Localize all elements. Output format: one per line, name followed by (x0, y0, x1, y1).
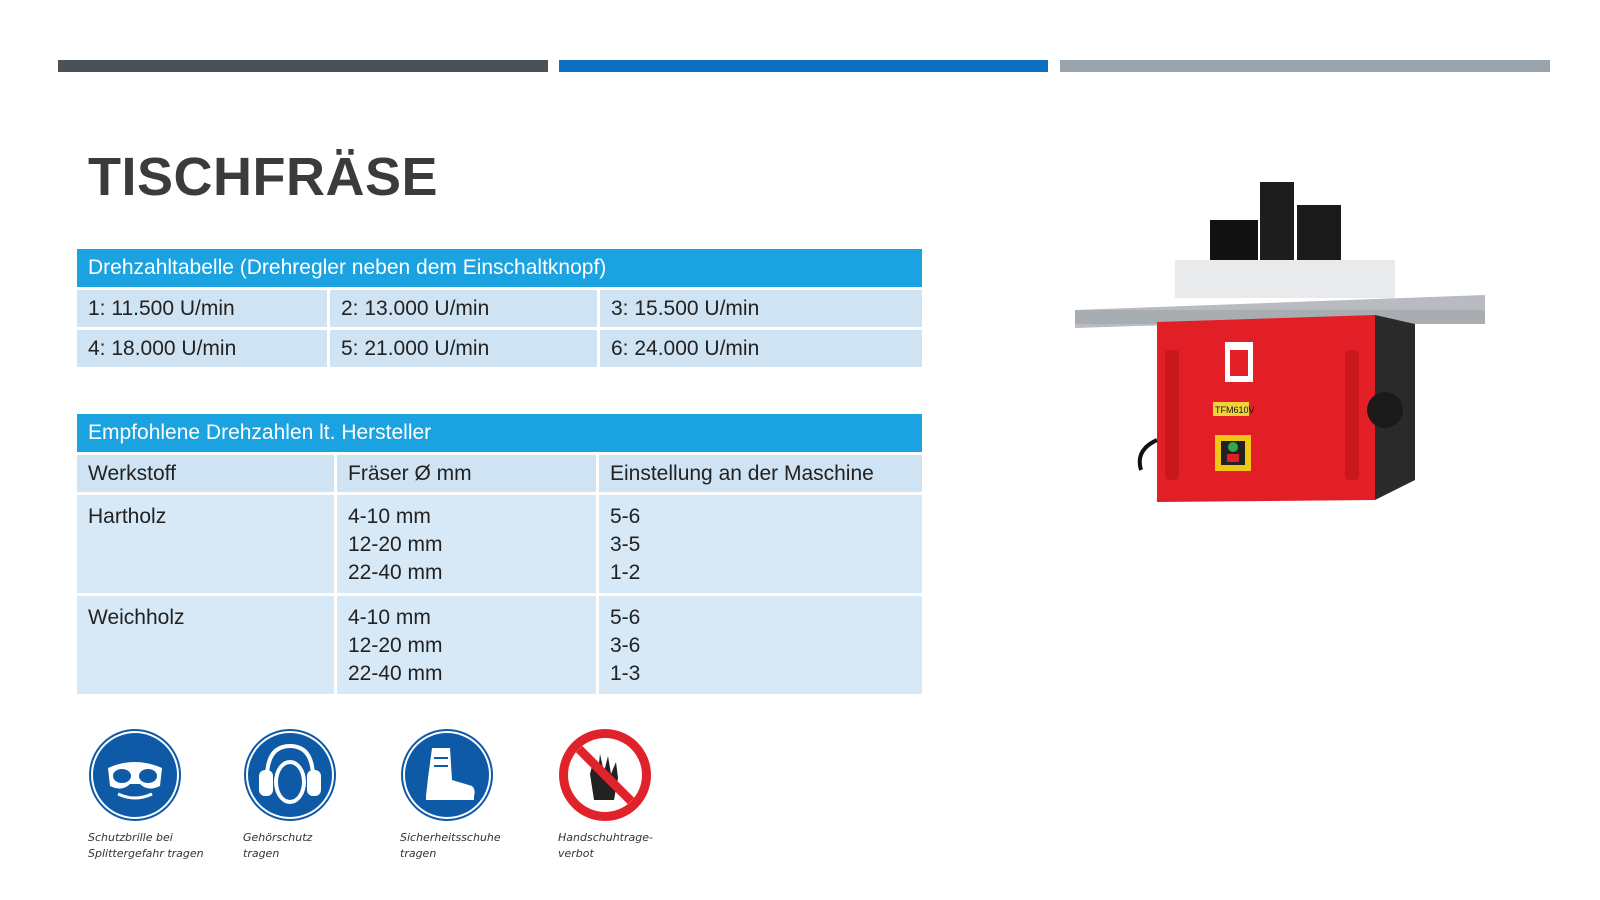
table-router-icon (1075, 110, 1505, 530)
hearing-protection-icon (243, 728, 337, 822)
setting-value: 3-5 (610, 533, 641, 556)
column-header-setting: Einstellung an der Maschine (599, 455, 922, 495)
column-header-material: Werkstoff (77, 455, 337, 495)
setting-cell (599, 495, 922, 596)
table-row (77, 330, 922, 370)
safety-sign-boots (400, 728, 560, 862)
speed-cell: 5: 21.000 U/min (330, 330, 600, 370)
accent-bar-dark (58, 60, 548, 72)
diameter-cell (337, 596, 599, 697)
table-row (77, 495, 922, 596)
diameter-cell (337, 495, 599, 596)
no-gloves-icon (558, 728, 652, 822)
accent-bar-blue (559, 60, 1048, 72)
table-column-header-row (77, 455, 922, 495)
speed-cell: 4: 18.000 U/min (77, 330, 330, 370)
machine-model-label: TFM610V (1215, 405, 1255, 415)
diameter-value: 22-40 mm (348, 561, 443, 584)
setting-value: 5-6 (610, 606, 641, 629)
material-cell: Weichholz (77, 596, 337, 697)
diameter-value: 12-20 mm (348, 634, 443, 657)
page-title: TISCHFRÄSE (88, 147, 439, 207)
setting-value: 3-6 (610, 634, 641, 657)
sign-label: Sicherheitsschuhe tragen (400, 831, 501, 860)
table-row (77, 290, 922, 330)
table-row (77, 596, 922, 697)
safety-boots-icon (400, 728, 494, 822)
speed-cell: 3: 15.500 U/min (600, 290, 922, 330)
diameter-value: 4-10 mm (348, 606, 431, 629)
column-header-diameter: Fräser Ø mm (337, 455, 599, 495)
sign-label: Gehörschutz tragen (243, 831, 313, 860)
sign-label: Schutzbrille bei Splittergefahr tragen (88, 831, 204, 860)
speed-cell: 1: 11.500 U/min (77, 290, 330, 330)
recommend-table-header: Empfohlene Drehzahlen lt. Hersteller (77, 414, 922, 455)
speed-cell: 6: 24.000 U/min (600, 330, 922, 370)
safety-sign-no-gloves (558, 728, 718, 862)
diameter-value: 4-10 mm (348, 505, 431, 528)
speed-table-header: Drehzahltabelle (Drehregler neben dem Einschaltknopf) (77, 249, 922, 290)
recommend-table (77, 414, 922, 697)
material-cell: Hartholz (77, 495, 337, 596)
setting-cell (599, 596, 922, 697)
safety-sign-hearing (243, 728, 403, 862)
diameter-value: 12-20 mm (348, 533, 443, 556)
setting-value: 1-3 (610, 662, 641, 685)
speed-cell: 2: 13.000 U/min (330, 290, 600, 330)
setting-value: 5-6 (610, 505, 641, 528)
safety-sign-goggles (88, 728, 248, 862)
diameter-value: 22-40 mm (348, 662, 443, 685)
speed-table (77, 249, 922, 370)
setting-value: 1-2 (610, 561, 641, 584)
sign-label: Handschuhtrage- verbot (558, 831, 653, 860)
table-router-machine-image (1075, 110, 1505, 530)
safety-goggles-icon (88, 728, 182, 822)
accent-bar-gray (1060, 60, 1550, 72)
